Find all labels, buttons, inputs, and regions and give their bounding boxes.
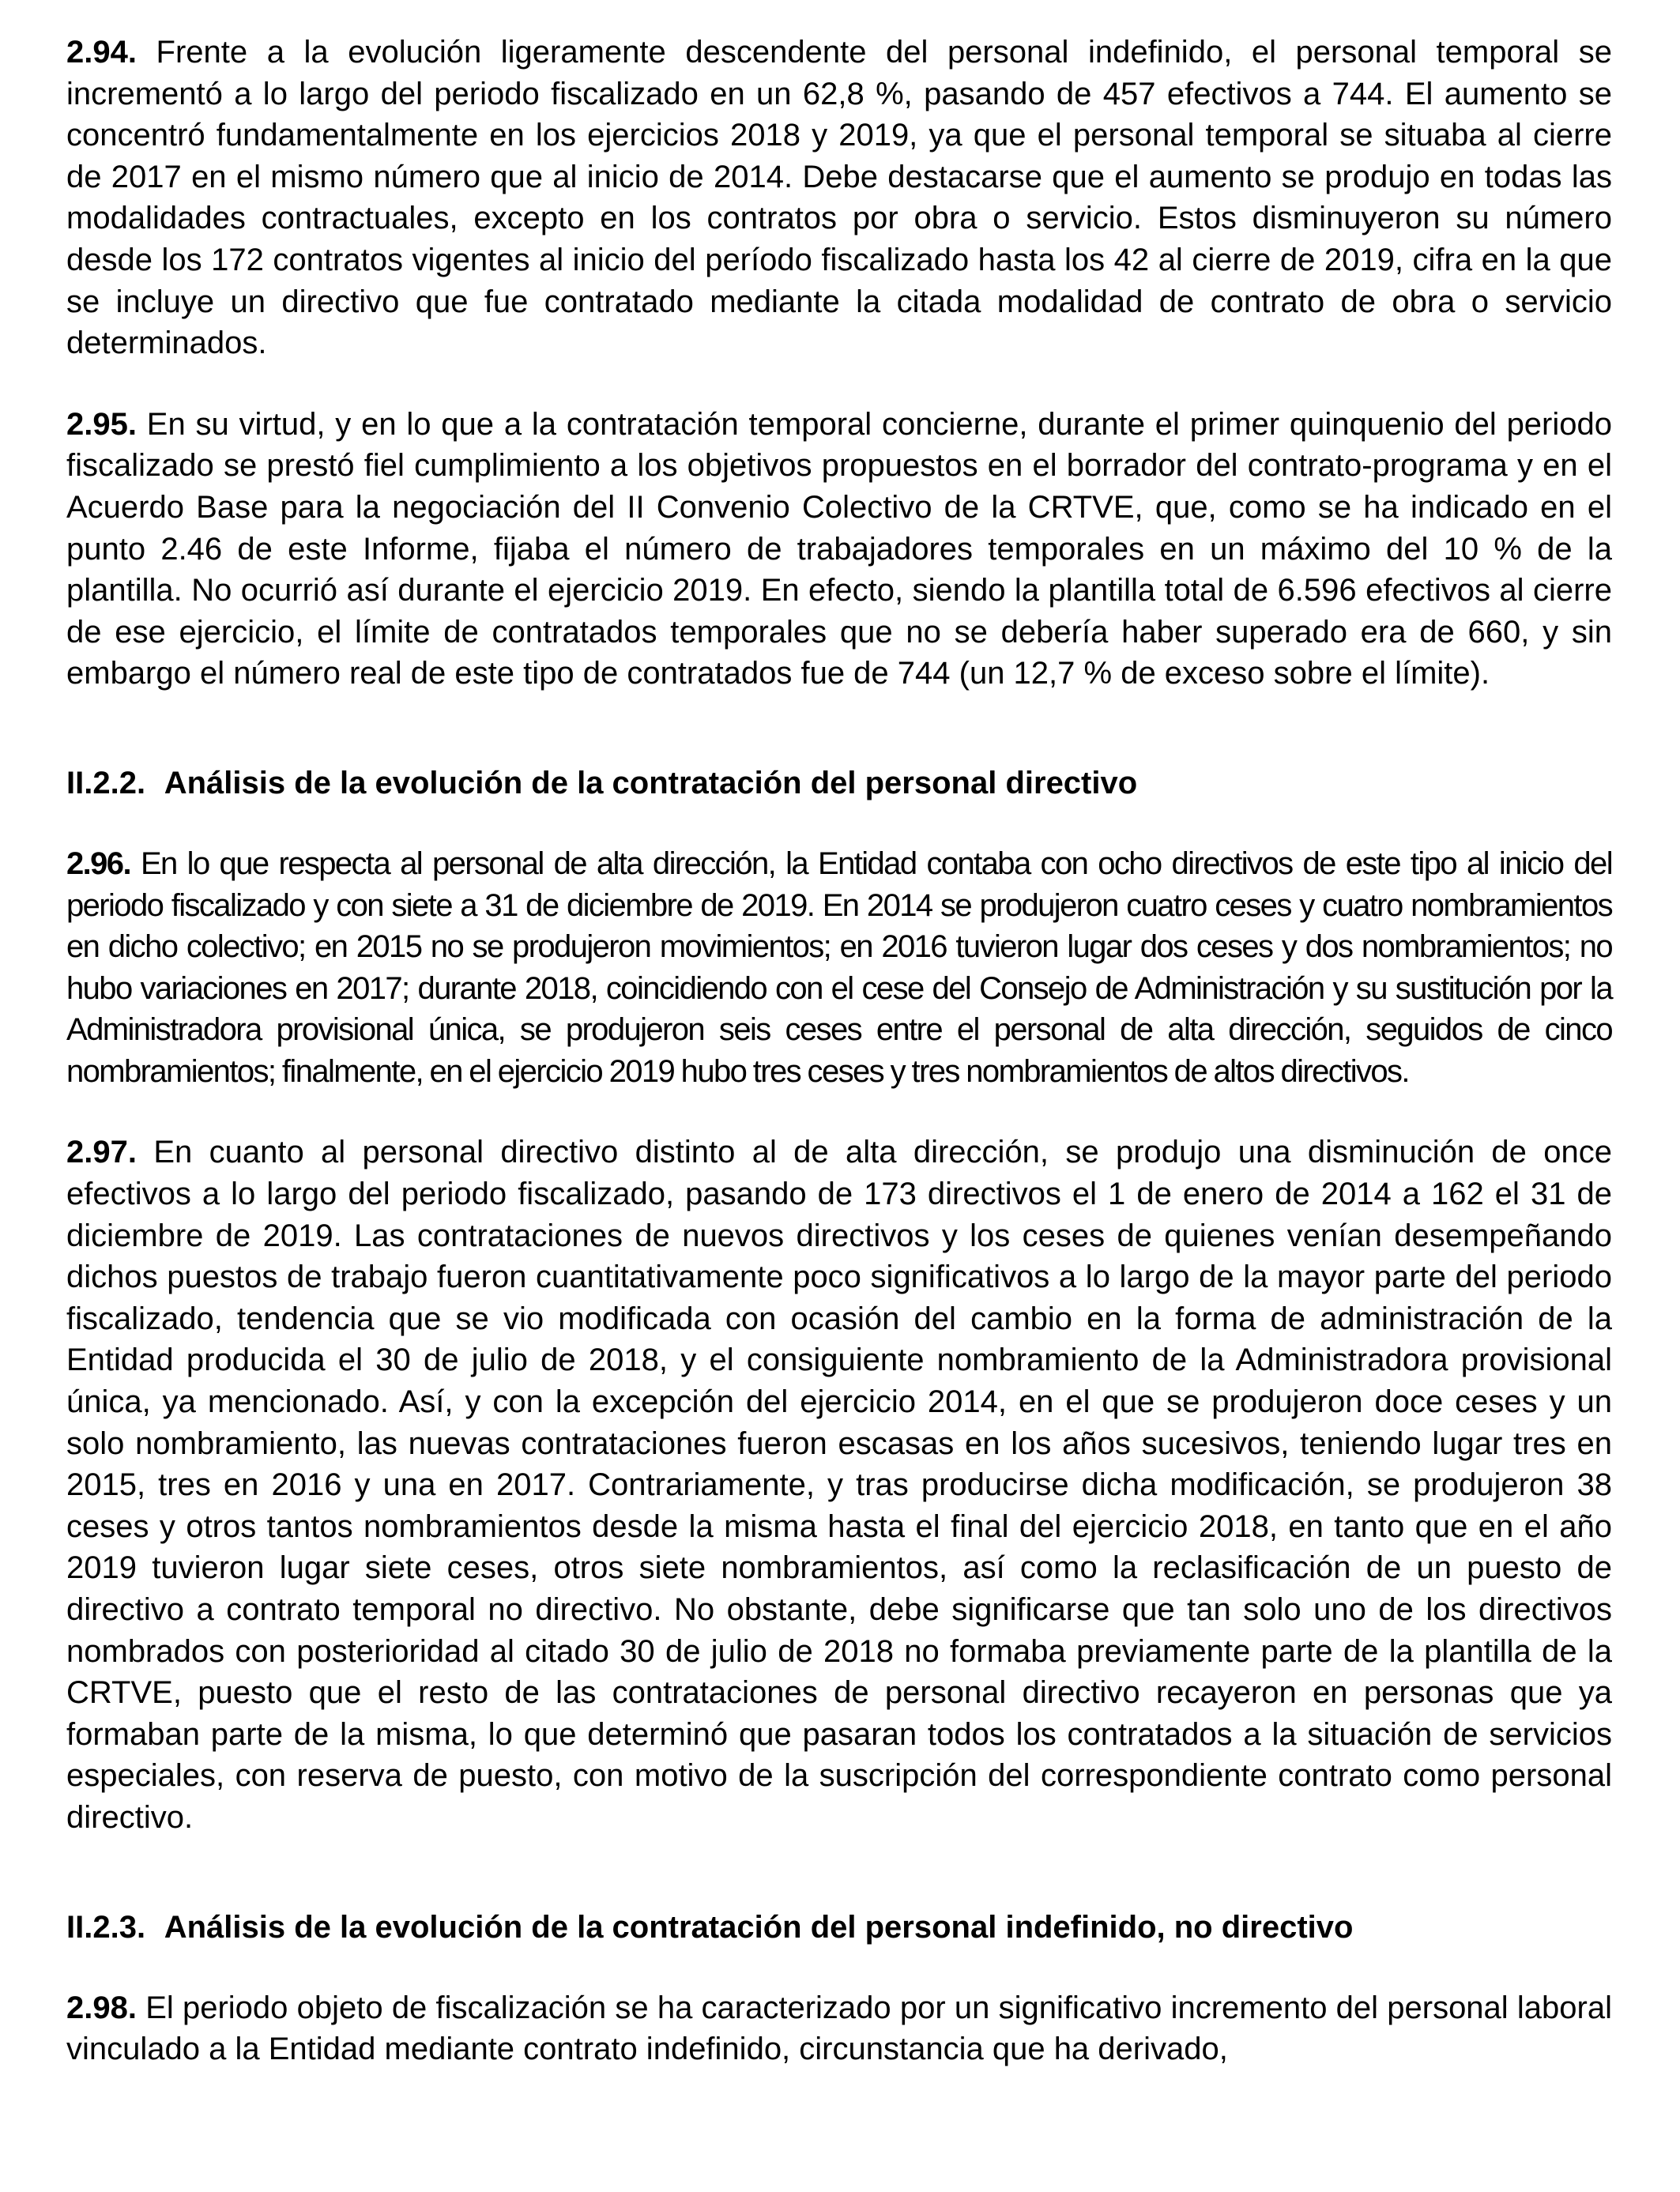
section-number: II.2.2. xyxy=(66,765,146,800)
paragraph-2-97 xyxy=(66,1132,1612,1838)
document-page xyxy=(66,32,1612,2110)
section-title: Análisis de la evolución de la contratación del personal directivo xyxy=(164,765,1138,800)
paragraph-number: 2.98. xyxy=(66,1990,137,2025)
paragraph-number: 2.97. xyxy=(66,1135,137,1170)
paragraph-2-98 xyxy=(66,1987,1612,2070)
section-heading-ii-2-2 xyxy=(66,763,1612,804)
paragraph-text: En su virtud, y en lo que a la contratación temporal concierne, durante el primer quinquenio del periodo fiscalizado se prestó fiel cumplimiento a los objetivos propuestos en el borrador del contrato-programa y en el Acuerdo Base para la negociación del II Convenio Colectivo de la CRTVE, que, como se ha indicado en el punto 2.46 de este Informe, fijaba el número de trabajadores temporales en un máximo del 10 % de la plantilla. No ocurrió así durante el ejercicio 2019. En efecto, siendo la plantilla total de 6.596 efectivos al cierre de ese ejercicio, el límite de contratados temporales que no se debería haber superado era de 660, y sin embargo el número real de este tipo de contratados fue de 744 (un 12,7 % de exceso sobre el límite). xyxy=(66,406,1613,691)
paragraph-number: 2.96. xyxy=(66,846,130,881)
paragraph-2-96 xyxy=(66,843,1612,1093)
paragraph-text: Frente a la evolución ligeramente descendente del personal indefinido, el personal temporal se incrementó a lo largo del periodo fiscalizado en un 62,8 %, pasando de 457 efectivos a 744. El aumento se concentró fundamentalmente en los ejercicios 2018 y 2019, ya que el personal temporal se situaba al cierre de 2017 en el mismo número que al inicio de 2014. Debe destacarse que el aumento se produjo en todas las modalidades contractuales, excepto en los contratos por obra o servicio. Estos disminuyeron su número desde los 172 contratos vigentes al inicio del período fiscalizado hasta los 42 al cierre de 2019, cifra en la que se incluye un directivo que fue contratado mediante la citada modalidad de contrato de obra o servicio determinados. xyxy=(66,35,1612,361)
paragraph-number: 2.94. xyxy=(66,35,137,70)
section-number: II.2.3. xyxy=(66,1909,146,1945)
paragraph-text: El periodo objeto de fiscalización se ha caracterizado por un significativo incremento del personal laboral vinculado a la Entidad mediante contrato indefinido, circunstancia que ha derivado, xyxy=(66,1990,1612,2067)
paragraph-text: En lo que respecta al personal de alta dirección, la Entidad contaba con ocho directivos de este tipo al inicio del periodo fiscalizado y con siete a 31 de diciembre de 2019. En 2014 se produjeron cuatro ceses y cuatro nombramientos en dicho colectivo; en 2015 no se produjeron movimientos; en 2016 tuvieron lugar dos ceses y dos nombramientos; no hubo variaciones en 2017; durante 2018, coincidiendo con el cese del Consejo de Administración y su sustitución por la Administradora provisional única, se produjeron seis ceses entre el personal de alta dirección, seguidos de cinco nombramientos; finalmente, en el ejercicio 2019 hubo tres ceses y tres nombramientos de altos directivos. xyxy=(66,846,1612,1089)
paragraph-text: En cuanto al personal directivo distinto al de alta dirección, se produjo una disminución de once efectivos a lo largo del periodo fiscalizado, pasando de 173 directivos el 1 de enero de 2014 a 162 el 31 de diciembre de 2019. Las contrataciones de nuevos directivos y los ceses de quienes venían desempeñando dichos puestos de trabajo fueron cuantitativamente poco significativos a lo largo de la mayor parte del periodo fiscalizado, tendencia que se vio modificada con ocasión del cambio en la forma de administración de la Entidad producida el 30 de julio de 2018, y el consiguiente nombramiento de la Administradora provisional única, ya mencionado. Así, y con la excepción del ejercicio 2014, en el que se produjeron doce ceses y un solo nombramiento, las nuevas contrataciones fueron escasas en los años sucesivos, teniendo lugar tres en 2015, tres en 2016 y una en 2017. Contrariamente, y tras producirse dicha modificación, se produjeron 38 ceses y otros tantos nombramientos desde la misma hasta el final del ejercicio 2018, en tanto que en el año 2019 tuvieron lugar siete ceses, otros siete nombramientos, así como la reclasificación de un puesto de directivo a contrato temporal no directivo. No obstante, debe significarse que tan solo uno de los directivos nombrados con posterioridad al citado 30 de julio de 2018 no formaba previamente parte de la plantilla de la CRTVE, puesto que el resto de las contrataciones de personal directivo recayeron en personas que ya formaban parte de la misma, lo que determinó que pasaran todos los contratados a la situación de servicios especiales, con reserva de puesto, con motivo de la suscripción del correspondiente contrato como personal directivo. xyxy=(66,1135,1612,1835)
paragraph-number: 2.95. xyxy=(66,406,137,442)
section-title: Análisis de la evolución de la contratación del personal indefinido, no directivo xyxy=(164,1909,1354,1945)
section-heading-ii-2-3 xyxy=(66,1907,1612,1948)
paragraph-2-94 xyxy=(66,32,1612,364)
paragraph-2-95 xyxy=(66,404,1612,695)
